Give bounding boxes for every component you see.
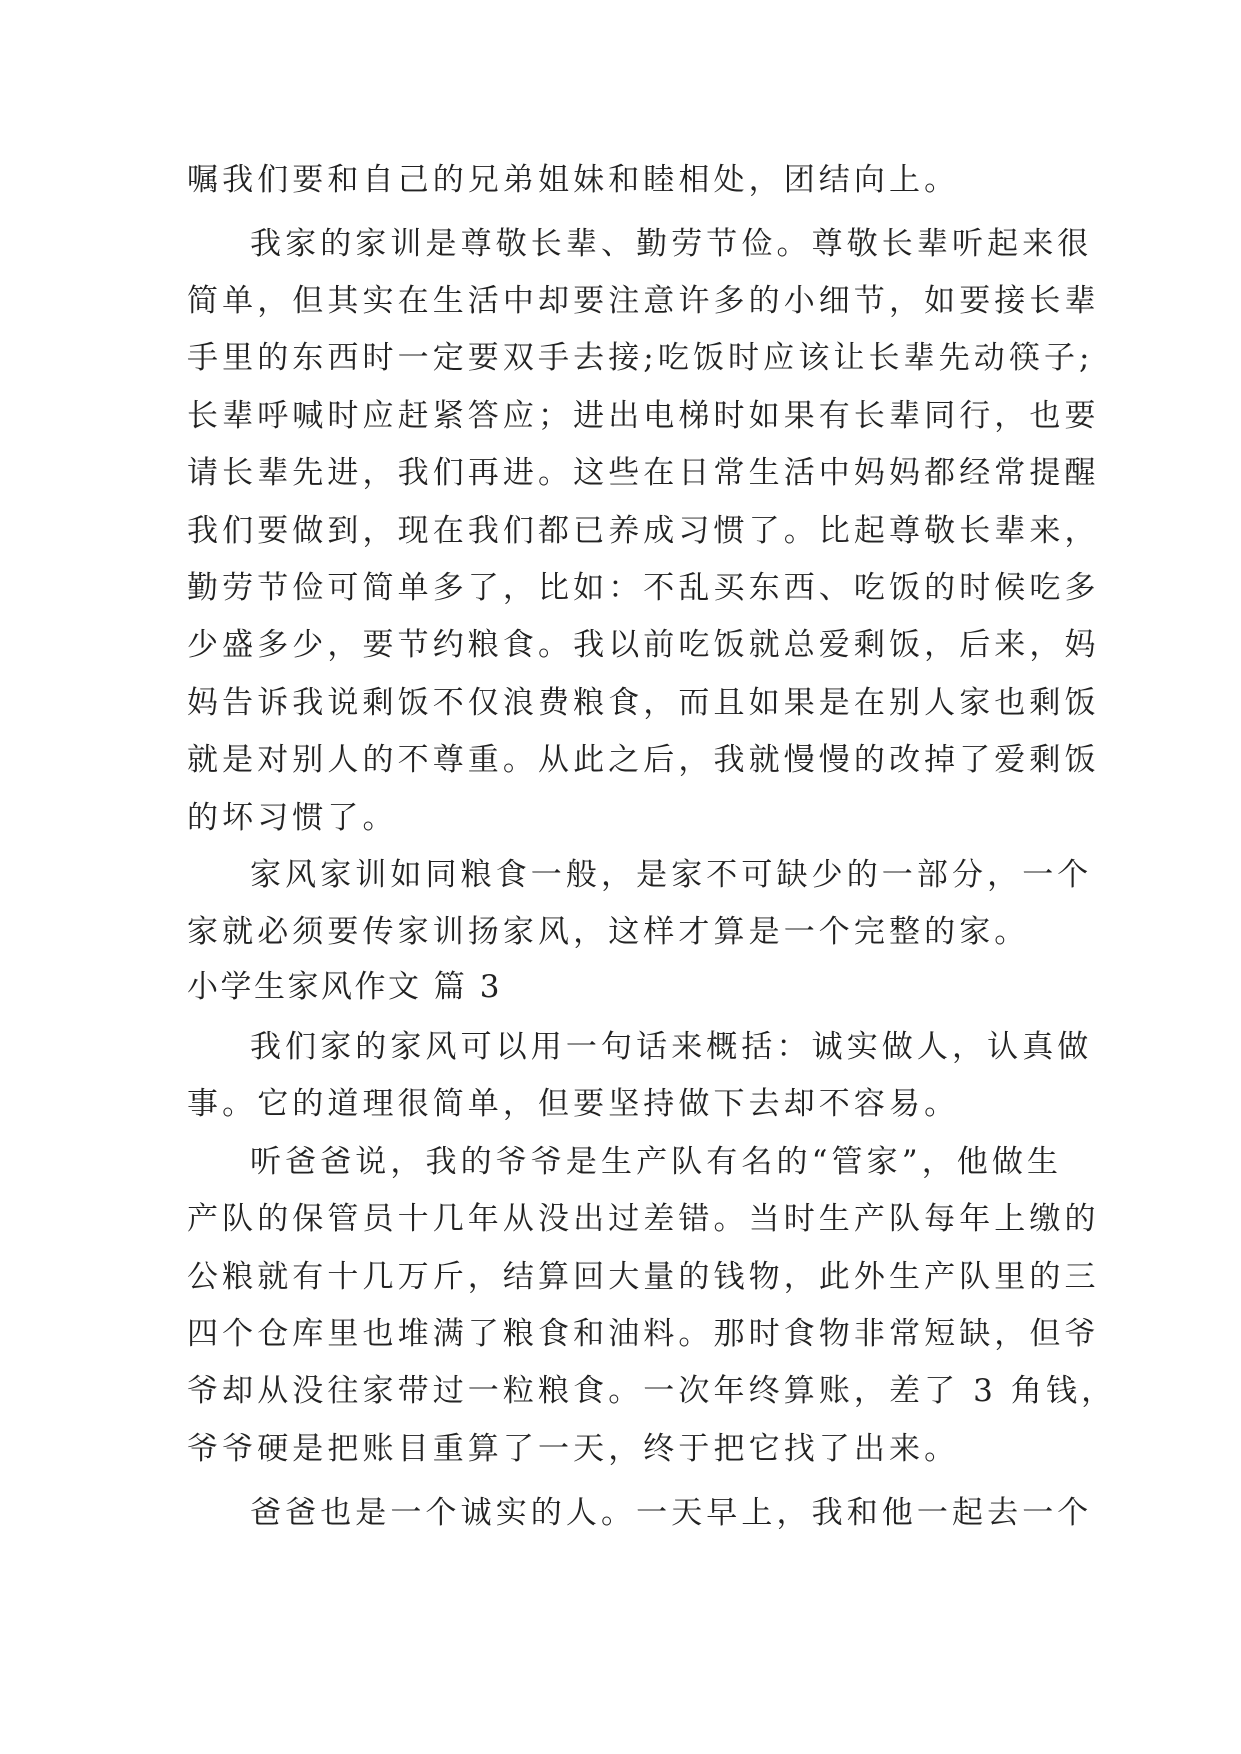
text-line: 就是对别人的不尊重。从此之后，我就慢慢的改掉了爱剩饭 xyxy=(187,742,1100,778)
text-line: 请长辈先进，我们再进。这些在日常生活中妈妈都经常提醒 xyxy=(187,455,1100,491)
section-heading: 小学生家风作文 篇 3 xyxy=(187,969,502,1005)
text-line: 长辈呼喊时应赶紧答应；进出电梯时如果有长辈同行，也要 xyxy=(187,398,1100,434)
text-line: 少盛多少，要节约粮食。我以前吃饭就总爱剩饭，后来，妈 xyxy=(187,627,1100,663)
text-line: 手里的东西时一定要双手去接;吃饭时应该让长辈先动筷子; xyxy=(187,340,1094,376)
text-line: 妈告诉我说剩饭不仅浪费粮食，而且如果是在别人家也剩饭 xyxy=(187,685,1100,721)
text-line: 的坏习惯了。 xyxy=(187,800,398,836)
text-line: 四个仓库里也堆满了粮食和油料。那时食物非常短缺，但爷 xyxy=(187,1316,1100,1352)
text-line: 事。它的道理很简单，但要坚持做下去却不容易。 xyxy=(187,1086,960,1122)
text-line: 家就必须要传家训扬家风，这样才算是一个完整的家。 xyxy=(187,914,1030,950)
text-line: 简单，但其实在生活中却要注意许多的小细节，如要接长辈 xyxy=(187,283,1100,319)
paragraph-first-line: 我们家的家风可以用一句话来概括：诚实做人，认真做 xyxy=(250,1029,1093,1065)
text-line: 嘱我们要和自己的兄弟姐妹和睦相处，团结向上。 xyxy=(187,162,960,198)
text-line: 我们要做到，现在我们都已养成习惯了。比起尊敬长辈来， xyxy=(187,513,1100,549)
text-line: 爷爷硬是把账目重算了一天，终于把它找了出来。 xyxy=(187,1431,960,1467)
text-line: 产队的保管员十几年从没出过差错。当时生产队每年上缴的 xyxy=(187,1201,1100,1237)
text-line: 爷却从没往家带过一粒粮食。一次年终算账，差了 3 角钱， xyxy=(187,1373,1117,1409)
paragraph-first-line: 我家的家训是尊敬长辈、勤劳节俭。尊敬长辈听起来很 xyxy=(250,226,1093,262)
paragraph-first-line: 家风家训如同粮食一般，是家不可缺少的一部分，一个 xyxy=(250,857,1093,893)
text-line: 公粮就有十几万斤，结算回大量的钱物，此外生产队里的三 xyxy=(187,1259,1100,1295)
paragraph-first-line: 爸爸也是一个诚实的人。一天早上，我和他一起去一个 xyxy=(250,1495,1093,1531)
text-line: 勤劳节俭可简单多了，比如：不乱买东西、吃饭的时候吃多 xyxy=(187,570,1100,606)
paragraph-first-line: 听爸爸说，我的爷爷是生产队有名的“管家”，他做生 xyxy=(250,1144,1063,1180)
